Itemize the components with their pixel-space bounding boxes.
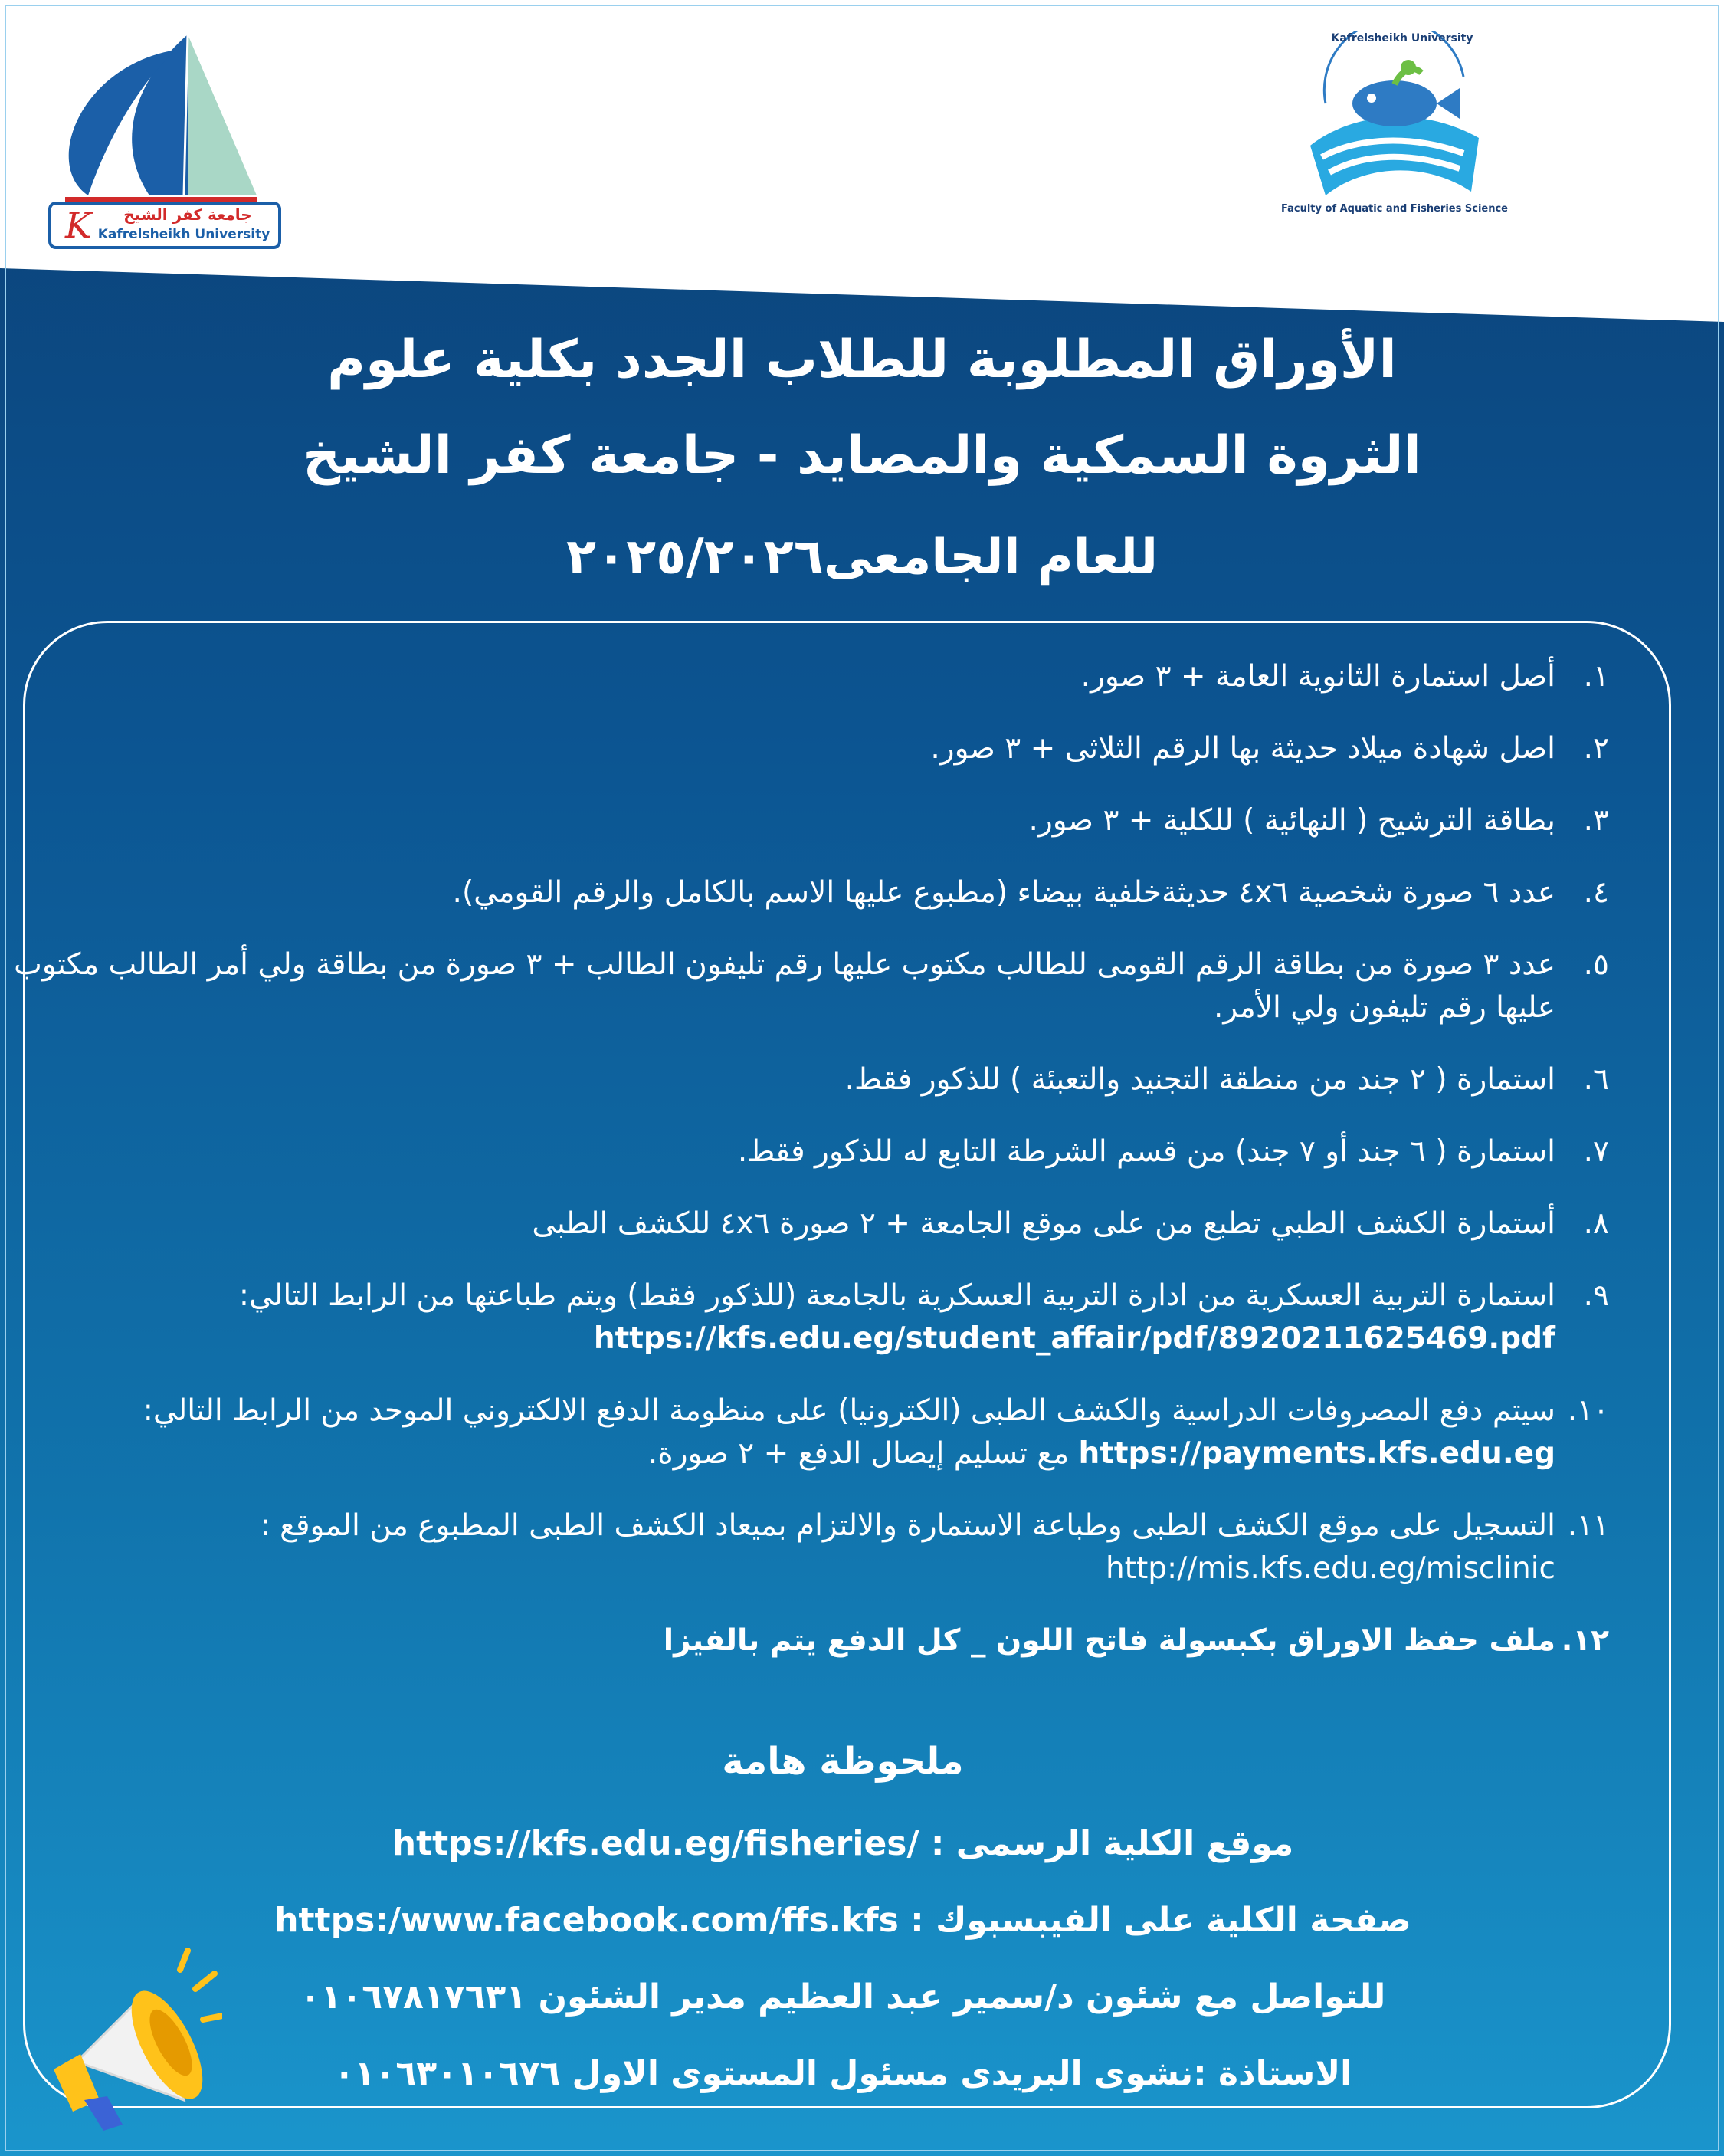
item-number: ٢. bbox=[1583, 731, 1609, 766]
logo-arabic-name: جامعة كفر الشيخ bbox=[123, 205, 252, 224]
item-number: ٤. bbox=[1583, 875, 1609, 910]
list-item bbox=[0, 655, 1609, 698]
contact-line-2: الاستاذة :نشوى البريدى مسئول المستوى الاول ٠١٠٦٣٠١٠٦٧٦ bbox=[333, 2054, 1352, 2093]
faculty-logo bbox=[1280, 31, 1509, 230]
misclinic-link[interactable]: http://mis.kfs.edu.eg/misclinic bbox=[1105, 1551, 1555, 1586]
list-item bbox=[0, 871, 1609, 914]
item-text: ملف حفظ الاوراق بكبسولة فاتح اللون _ كل الدفع يتم بالفيزا bbox=[663, 1623, 1555, 1658]
kafrelsheikh-university-logo bbox=[34, 19, 287, 249]
page-title-line-1: الأوراق المطلوبة للطلاب الجدد بكلية علوم bbox=[327, 330, 1397, 390]
requirements-list bbox=[0, 655, 1609, 1692]
item-text-body: سيتم دفع المصروفات الدراسية والكشف الطبى (الكترونيا) على منظومة الدفع الالكتروني الموحد من الرابط التالي: bbox=[143, 1393, 1555, 1428]
list-item bbox=[0, 1058, 1609, 1101]
item-number: ٥. bbox=[1583, 947, 1609, 982]
item-text: استمارة ( ٢ جند من منطقة التجنيد والتعبئة ) للذكور فقط. bbox=[844, 1062, 1555, 1097]
item-number: ٣. bbox=[1583, 803, 1609, 838]
logo-english-name: Kafrelsheikh University bbox=[97, 227, 270, 242]
facebook-label: صفحة الكلية على الفيبسبوك : bbox=[910, 1901, 1411, 1940]
item-text-body: استمارة التربية العسكرية من ادارة التربية العسكرية بالجامعة (للذكور فقط) ويتم طباعتها من الرابط التالي: bbox=[238, 1278, 1555, 1313]
item-text: عدد ٦ صورة شخصية ٤x٦ حديثةخلفية بيضاء (مطبوع عليها الاسم بالكامل والرقم القومي). bbox=[452, 875, 1555, 910]
payments-link[interactable]: https://payments.kfs.edu.eg bbox=[1078, 1436, 1555, 1471]
list-item bbox=[0, 1203, 1609, 1245]
page-title-line-3: للعام الجامعى٢٠٢٥/٢٠٢٦ bbox=[566, 529, 1158, 586]
item-text: عدد ٣ صورة من بطاقة الرقم القومى للطالب مكتوب عليها رقم تليفون الطالب + ٣ صورة من بطاقة ولي أمر الطالب مكتوب عليها رقم تليفون ولي الأمر. bbox=[14, 947, 1555, 1025]
faculty-logo-bottom-text: Faculty of Aquatic and Fisheries Science bbox=[1280, 203, 1508, 215]
list-item bbox=[0, 727, 1609, 770]
item-number: ١١. bbox=[1567, 1508, 1609, 1543]
facebook-link[interactable]: https:/www.facebook.com/ffs.kfs bbox=[274, 1901, 899, 1940]
official-site-label: موقع الكلية الرسمى : bbox=[930, 1824, 1294, 1863]
svg-text:K: K bbox=[65, 205, 92, 246]
faculty-logo-top-text: Kafrelsheikh University bbox=[1331, 32, 1473, 44]
item-text bbox=[0, 1390, 1555, 1475]
item-text bbox=[0, 1505, 1555, 1590]
item-number: ٨. bbox=[1583, 1206, 1609, 1241]
list-item bbox=[0, 799, 1609, 842]
official-site-line bbox=[230, 1824, 1456, 1863]
fish-wave-icon bbox=[1280, 31, 1509, 230]
item-text: بطاقة الترشيح ( النهائية ) للكلية + ٣ صور. bbox=[1028, 803, 1555, 838]
list-item bbox=[0, 1131, 1609, 1173]
item-number: ١٠. bbox=[1567, 1393, 1609, 1428]
item-text bbox=[0, 1275, 1555, 1360]
item-text-after: مع تسليم إيصال الدفع + ٢ صورة. bbox=[647, 1436, 1070, 1471]
item-text: أستمارة الكشف الطبي تطبع من على موقع الجامعة + ٢ صورة ٤x٦ للكشف الطبى bbox=[532, 1206, 1555, 1241]
contact-line-1: للتواصل مع شئون د/سمير عبد العظيم مدير الشئون ٠١٠٦٧٨١٧٦٣١ bbox=[300, 1977, 1386, 2017]
note-heading: ملحوظة هامة bbox=[722, 1740, 964, 1783]
item-number: ٩. bbox=[1583, 1278, 1609, 1313]
list-item bbox=[0, 943, 1609, 1029]
item-text: أصل استمارة الثانوية العامة + ٣ صور. bbox=[1080, 659, 1555, 694]
list-item bbox=[0, 1390, 1609, 1475]
official-site-link[interactable]: https://kfs.edu.eg/fisheries/ bbox=[392, 1824, 919, 1863]
item-number: ١٢. bbox=[1561, 1623, 1609, 1658]
item-number: ١. bbox=[1583, 659, 1609, 694]
facebook-line bbox=[230, 1901, 1456, 1940]
megaphone-icon bbox=[31, 1947, 222, 2131]
list-item bbox=[0, 1505, 1609, 1590]
item-text: اصل شهادة ميلاد حديثة بها الرقم الثلاثى + ٣ صور. bbox=[930, 731, 1555, 766]
item-number: ٦. bbox=[1583, 1062, 1609, 1097]
list-item bbox=[0, 1619, 1609, 1662]
page-title-line-2: الثروة السمكية والمصايد - جامعة كفر الشيخ bbox=[303, 425, 1421, 486]
item-number: ٧. bbox=[1583, 1134, 1609, 1169]
item-text-body: التسجيل على موقع الكشف الطبى وطباعة الاستمارة والالتزام بميعاد الكشف الطبى المطبوع من الموقع : bbox=[260, 1508, 1555, 1543]
item-text: استمارة ( ٦ جند أو ٧ جند) من قسم الشرطة التابع له للذكور فقط. bbox=[737, 1134, 1555, 1169]
list-item bbox=[0, 1275, 1609, 1360]
military-form-link[interactable]: https://kfs.edu.eg/student_affair/pdf/8920211625469.pdf bbox=[593, 1321, 1555, 1356]
